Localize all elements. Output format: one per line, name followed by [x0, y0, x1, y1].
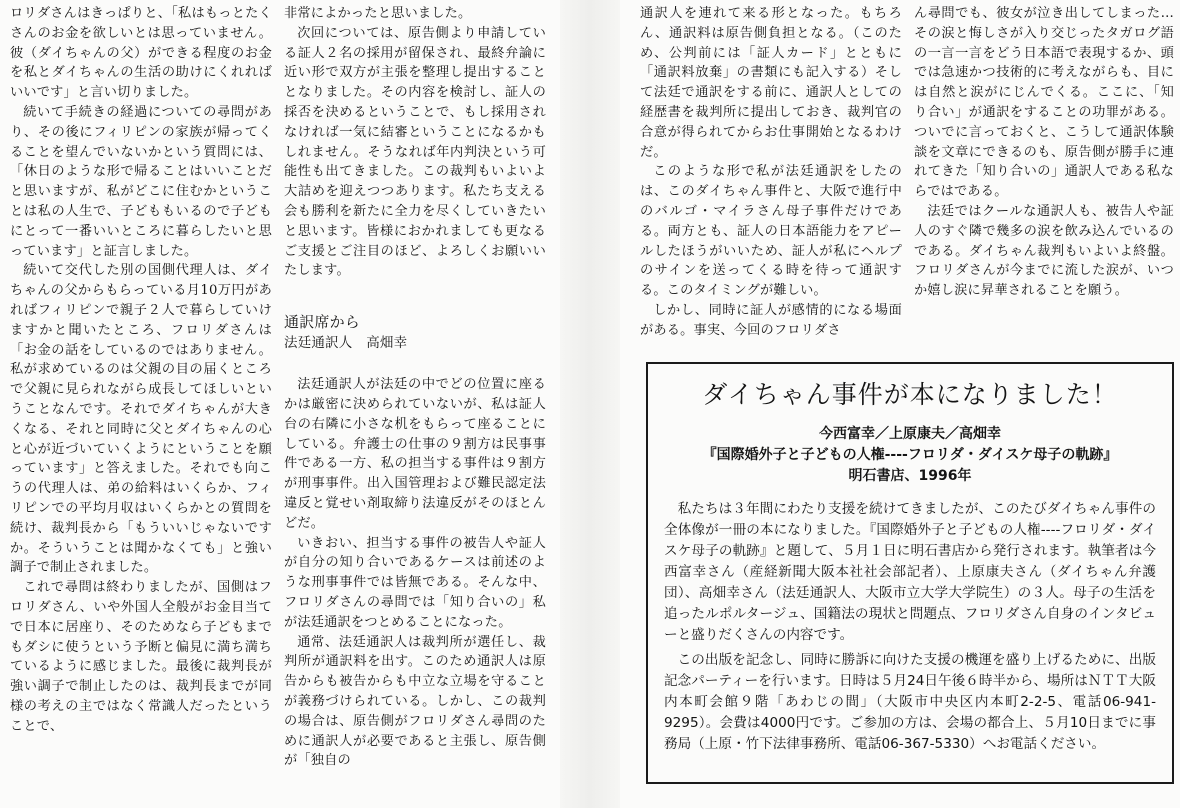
text-column-1: [10, 4, 272, 736]
paragraph: 非常によかったと思いました。: [284, 6, 472, 21]
section-header: [284, 311, 546, 353]
paragraph: 通常、法廷通訳人は裁判所が選任し、裁判所が通訳料を出す。このため通訳人は原告からも被告からも中立な立場を守ることが義務づけられている。しかし、この裁判の場合は、原告側がフロリダさん尋問のために通訳人が必要であると主張し、原告側が「独自の: [284, 634, 546, 769]
page-gutter: [560, 0, 620, 808]
paragraph: 続いて手続きの経過についての尋問があり、その後にフィリピンの家族が帰ってくることを望んでいないかという質問には、「休日のような形で帰ることはいいことだと思いますが、私がどこに住むかということは私の人生で、子どももいるので子どもにとって一番いいところに暮らしたいと思っています」と証言しました。: [10, 104, 272, 259]
paragraph: ロリダさんはきっぱりと、「私はもっとたくさんのお金を欲しいとは思っていません。彼（ダイちゃんの父）ができる程度のお金を私とダイちゃんの生活の助けにくれればいいです」と言い切りました。: [10, 6, 272, 101]
paragraph: 通訳人を連れて来る形となった。もちろん、通訳料は原告側負担となる。（このため、公判前には「証人カード」とともに「通訳料放棄」の書類にも記入する）そして法廷で通訳をする前に、通訳人としての経歴書を裁判所に提出しておき、裁判官の合意が得られてからお仕事開始となるわけだ。: [640, 6, 902, 160]
announcement-body: [664, 499, 1156, 755]
paragraph: 私たちは３年間にわたり支援を続けてきましたが、このたびダイちゃん事件の全体像が一冊の本になりました。『国際婚外子と子どもの人権----フロリダ・ダイスケ母子の軌跡』と題して、５月１日に明石書店から発行されます。執筆者は今西富幸さん（産経新聞大阪本社社会部記者）、上原康夫さん（ダイちゃん弁護団）、高畑幸さん（法廷通訳人、大阪市立大学大学院生）の３人。母子の生活を追ったルポルタージュ、国籍法の現状と問題点、フロリダさん自身のインタビューと盛りだくさんの内容です。: [664, 501, 1156, 643]
text-column-4: [914, 4, 1174, 301]
paragraph: これで尋問は終わりましたが、国側はフロリダさん、いや外国人全般がお金目当てで日本に居座り、そのためなら子どもまでもダシに使うという予断と偏見に満ち満ちているように感じました。最後に裁判長が強い調子で制止したのは、裁判長までが同様の考えの主ではなく常識人だったということで、: [10, 580, 272, 734]
section-title: 通訳席から: [284, 313, 361, 332]
paragraph: 続いて交代した別の国側代理人は、ダイちゃんの父からもらっている月10万円があればフィリピンで親子２人で暮らしていけますかと聞いたところ、フロリダさんは「お金の話をしているのではありません。私が求めているのは父親の目の届くところで父親に見られながら成長してほしいということなんです。それでダイちゃんが大きくなる、それと同時に父とダイちゃんの心と心が近づいていくようにということを願っています」と答えました。それでも向こうの代理人は、弟の給料はいくらか、フィリピンでの平均月収はいくらかとの質問を続け、裁判長から「もういいじゃないですか。そういうことは聞かなくても」と強い調子で制止されました。: [10, 263, 272, 576]
paragraph: このような形で私が法廷通訳をしたのは、このダイちゃん事件と、大阪で進行中のバルゴ・マイラさん母子事件だけである。両方とも、証人の日本語能力をアピールしたほうがいいため、証人が私にヘルプのサインを送ってくる時を待って通訳する。このタイミングが難しい。: [640, 164, 902, 299]
announcement-title: ダイちゃん事件が本になりました！: [702, 380, 1118, 409]
paragraph: いきおい、担当する事件の被告人や証人が自分の知り合いであるケースは前述のような刑事事件では皆無である。そんな中、フロリダさんの尋問では「知り合いの」私が法廷通訳をつとめることになった。: [284, 535, 546, 630]
text-column-2: [284, 4, 546, 771]
paragraph: 法廷ではクールな通訳人も、被告人や証人のすぐ隣で幾多の涙を飲み込んでいるのである。ダイちゃん裁判もいよいよ終盤。フロリダさんが今までに流した涙が、いつか嬉し涙に昇華されることを願う。: [914, 203, 1174, 299]
book-title: 『国際婚外子と子どもの人権----フロリダ・ダイスケ母子の軌跡』: [702, 447, 1118, 463]
book-authors: 今西富幸／上原康夫／高畑幸: [819, 426, 1001, 442]
book-publisher: 明石書店、1996年: [848, 468, 972, 484]
paragraph: ん尋問でも、彼女が泣き出してしまった…その涙と悔しさが入り交じったタガログ語の一言一言をどう日本語で表現するか、頭では急速かつ技術的に考えながらも、目には自然と涙がにじんでくる。ここに、「知り合い」が通訳をすることの功罪がある。ついでに言っておくと、こうして通訳体験談を文章にできるのも、原告側が勝手に連れてきた「知り合いの」通訳人である私ならではである。: [914, 6, 1174, 200]
paragraph: 法廷通訳人が法廷の中でどの位置に座るかは厳密に決められていないが、私は証人台の右隣に小さな机をもらって座ることにしている。弁護士の仕事の９割方は民事事件である一方、私の担当する事件は９割方が刑事事件。出入国管理および難民認定法違反と覚せい剤取締り法違反がそのほとんどだ。: [284, 377, 546, 531]
announcement-box: [646, 362, 1174, 784]
right-page: [620, 0, 1180, 808]
paragraph: この出版を記念し、同時に勝訴に向けた支援の機運を盛り上げるために、出版記念パーティーを行います。日時は５月24日午後６時半から、場所はＮＴＴ大阪内本町会館９階「あわじの間」（大阪市中央区内本町2-2-5、電話06-941-9295）。会費は4000円です。ご参加の方は、会場の都合上、５月10日までに事務局（上原・竹下法律事務所、電話06-367-5330）へお電話ください。: [664, 652, 1156, 752]
paragraph: 次回については、原告側より申請している証人２名の採用が留保され、最終弁論に近い形で双方が主張を整理し提出することとなりました。その内容を検討し、証人の採否を決めるということで、もし採用されなければ一気に結審ということになるかもしれません。そうなれば年内判決という可能性も出てきました。この裁判もいよいよ大詰めを迎えつつあります。私たち支える会も勝利を新たに全力を尽くしていきたいと思います。皆様におかれましても更なるご支援とご注目のほど、よろしくお願いいたします。: [284, 25, 546, 279]
paragraph: しかし、同時に証人が感情的になる場面がある。事実、今回のフロリダさ: [640, 302, 902, 338]
section-byline: 法廷通訳人 高畑幸: [284, 335, 408, 352]
text-column-3: [640, 4, 902, 341]
left-page: [0, 0, 560, 808]
